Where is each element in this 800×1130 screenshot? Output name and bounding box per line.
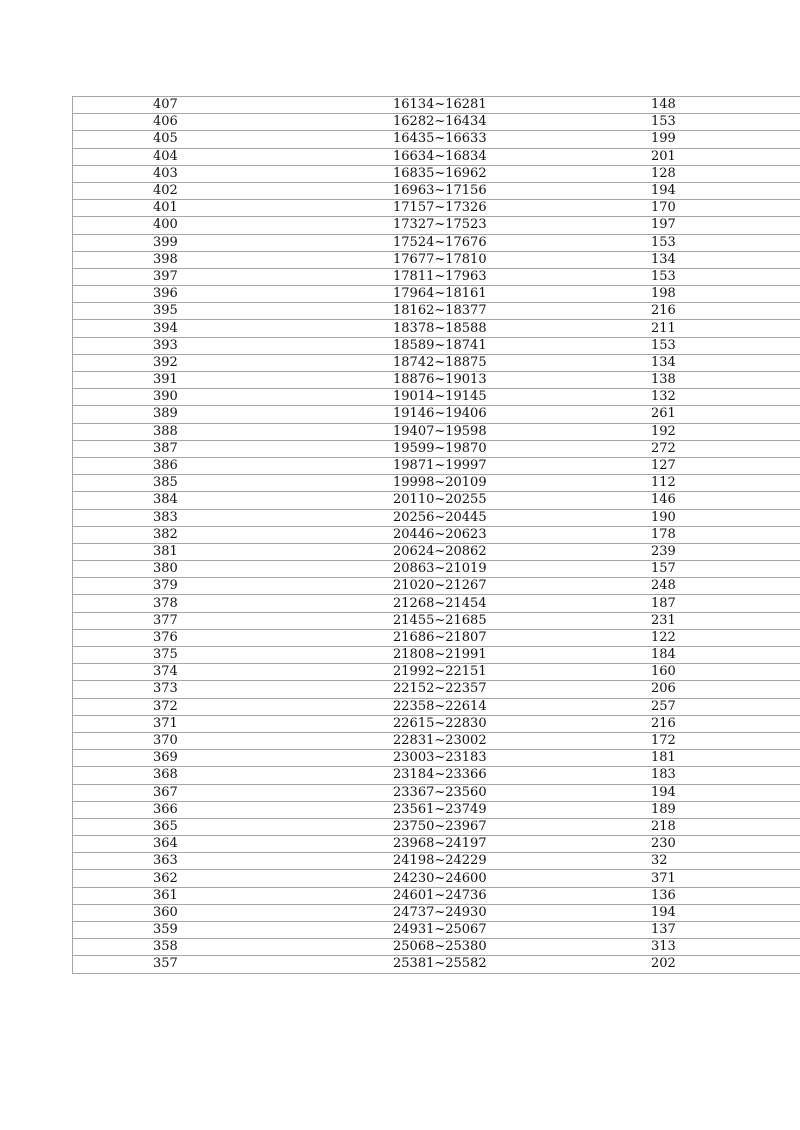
table-row (73, 561, 800, 578)
table-row (73, 767, 800, 784)
table-body (73, 97, 800, 974)
table-row (73, 904, 800, 921)
table-row (73, 389, 800, 406)
count-cell: 183 (594, 767, 800, 784)
count-cell: 239 (594, 543, 800, 560)
rank-range-cell: 17811~17963 (334, 268, 594, 285)
table-row (73, 234, 800, 251)
rank-range-cell: 19407~19598 (334, 423, 594, 440)
score-cell: 405 (73, 131, 334, 148)
count-cell: 201 (594, 148, 800, 165)
rank-range-cell: 16835~16962 (334, 165, 594, 182)
score-cell: 383 (73, 509, 334, 526)
score-cell: 379 (73, 578, 334, 595)
rank-range-cell: 16134~16281 (334, 97, 594, 114)
table-row (73, 475, 800, 492)
count-cell: 153 (594, 337, 800, 354)
score-cell: 406 (73, 114, 334, 131)
table-row (73, 887, 800, 904)
table-row (73, 629, 800, 646)
table-row (73, 337, 800, 354)
rank-range-cell: 23750~23967 (334, 818, 594, 835)
score-cell: 404 (73, 148, 334, 165)
count-cell: 128 (594, 165, 800, 182)
rank-range-cell: 16282~16434 (334, 114, 594, 131)
rank-range-cell: 18162~18377 (334, 303, 594, 320)
table-row (73, 423, 800, 440)
table-row (73, 750, 800, 767)
rank-range-cell: 19871~19997 (334, 457, 594, 474)
count-cell: 313 (594, 939, 800, 956)
score-cell: 374 (73, 664, 334, 681)
table-row (73, 543, 800, 560)
table-row (73, 268, 800, 285)
rank-range-cell: 17327~17523 (334, 217, 594, 234)
count-cell: 136 (594, 887, 800, 904)
count-cell: 216 (594, 715, 800, 732)
table-row (73, 148, 800, 165)
score-rank-table (72, 96, 800, 974)
score-cell: 396 (73, 286, 334, 303)
table-row (73, 526, 800, 543)
count-cell: 146 (594, 492, 800, 509)
count-cell: 257 (594, 698, 800, 715)
rank-range-cell: 24737~24930 (334, 904, 594, 921)
count-cell: 153 (594, 114, 800, 131)
score-cell: 364 (73, 836, 334, 853)
rank-range-cell: 16435~16633 (334, 131, 594, 148)
score-cell: 386 (73, 457, 334, 474)
rank-range-cell: 18742~18875 (334, 354, 594, 371)
table-row (73, 922, 800, 939)
rank-range-cell: 24601~24736 (334, 887, 594, 904)
rank-range-cell: 17524~17676 (334, 234, 594, 251)
table-row (73, 939, 800, 956)
score-cell: 382 (73, 526, 334, 543)
count-cell: 148 (594, 97, 800, 114)
count-cell: 112 (594, 475, 800, 492)
rank-range-cell: 21808~21991 (334, 647, 594, 664)
rank-range-cell: 23561~23749 (334, 801, 594, 818)
count-cell: 192 (594, 423, 800, 440)
count-cell: 134 (594, 251, 800, 268)
rank-range-cell: 23003~23183 (334, 750, 594, 767)
count-cell: 231 (594, 612, 800, 629)
count-cell: 218 (594, 818, 800, 835)
table-row (73, 217, 800, 234)
count-cell: 198 (594, 286, 800, 303)
table-row (73, 818, 800, 835)
rank-range-cell: 20863~21019 (334, 561, 594, 578)
score-cell: 359 (73, 922, 334, 939)
score-cell: 388 (73, 423, 334, 440)
table-row (73, 286, 800, 303)
count-cell: 160 (594, 664, 800, 681)
score-cell: 389 (73, 406, 334, 423)
score-cell: 373 (73, 681, 334, 698)
rank-range-cell: 18378~18588 (334, 320, 594, 337)
rank-range-cell: 18876~19013 (334, 372, 594, 389)
score-cell: 385 (73, 475, 334, 492)
table-row (73, 97, 800, 114)
score-cell: 381 (73, 543, 334, 560)
rank-range-cell: 24198~24229 (334, 853, 594, 870)
count-cell: 157 (594, 561, 800, 578)
table-row (73, 303, 800, 320)
table-row (73, 956, 800, 973)
rank-range-cell: 25381~25582 (334, 956, 594, 973)
count-cell: 272 (594, 440, 800, 457)
score-cell: 380 (73, 561, 334, 578)
score-cell: 398 (73, 251, 334, 268)
table-row (73, 251, 800, 268)
score-cell: 361 (73, 887, 334, 904)
table-row (73, 836, 800, 853)
table-row (73, 681, 800, 698)
count-cell: 216 (594, 303, 800, 320)
table-row (73, 440, 800, 457)
score-cell: 366 (73, 801, 334, 818)
count-cell: 32 (594, 853, 800, 870)
score-cell: 394 (73, 320, 334, 337)
table-row (73, 578, 800, 595)
rank-range-cell: 22615~22830 (334, 715, 594, 732)
rank-range-cell: 22358~22614 (334, 698, 594, 715)
rank-range-cell: 21686~21807 (334, 629, 594, 646)
rank-range-cell: 22152~22357 (334, 681, 594, 698)
count-cell: 153 (594, 234, 800, 251)
count-cell: 194 (594, 784, 800, 801)
rank-range-cell: 19014~19145 (334, 389, 594, 406)
count-cell: 206 (594, 681, 800, 698)
score-cell: 370 (73, 732, 334, 749)
count-cell: 190 (594, 509, 800, 526)
count-cell: 194 (594, 182, 800, 199)
rank-range-cell: 20624~20862 (334, 543, 594, 560)
rank-range-cell: 20110~20255 (334, 492, 594, 509)
count-cell: 261 (594, 406, 800, 423)
table-row (73, 200, 800, 217)
score-cell: 368 (73, 767, 334, 784)
score-cell: 397 (73, 268, 334, 285)
table-row (73, 406, 800, 423)
count-cell: 202 (594, 956, 800, 973)
table-row (73, 165, 800, 182)
count-cell: 122 (594, 629, 800, 646)
score-cell: 376 (73, 629, 334, 646)
count-cell: 211 (594, 320, 800, 337)
score-cell: 402 (73, 182, 334, 199)
score-cell: 395 (73, 303, 334, 320)
score-cell: 400 (73, 217, 334, 234)
table-row (73, 492, 800, 509)
count-cell: 189 (594, 801, 800, 818)
rank-range-cell: 25068~25380 (334, 939, 594, 956)
count-cell: 187 (594, 595, 800, 612)
count-cell: 134 (594, 354, 800, 371)
table-row (73, 853, 800, 870)
count-cell: 138 (594, 372, 800, 389)
count-cell: 184 (594, 647, 800, 664)
table-row (73, 870, 800, 887)
rank-range-cell: 18589~18741 (334, 337, 594, 354)
score-cell: 362 (73, 870, 334, 887)
rank-range-cell: 17964~18161 (334, 286, 594, 303)
count-cell: 248 (594, 578, 800, 595)
score-cell: 360 (73, 904, 334, 921)
count-cell: 230 (594, 836, 800, 853)
score-cell: 372 (73, 698, 334, 715)
table-row (73, 595, 800, 612)
table-row (73, 612, 800, 629)
table-row (73, 131, 800, 148)
table-row (73, 354, 800, 371)
score-cell: 387 (73, 440, 334, 457)
score-cell: 371 (73, 715, 334, 732)
table-row (73, 372, 800, 389)
rank-range-cell: 17157~17326 (334, 200, 594, 217)
table-row (73, 647, 800, 664)
rank-range-cell: 16634~16834 (334, 148, 594, 165)
score-cell: 407 (73, 97, 334, 114)
table-row (73, 457, 800, 474)
rank-range-cell: 21992~22151 (334, 664, 594, 681)
score-cell: 392 (73, 354, 334, 371)
rank-range-cell: 17677~17810 (334, 251, 594, 268)
table-row (73, 182, 800, 199)
score-cell: 393 (73, 337, 334, 354)
rank-range-cell: 24230~24600 (334, 870, 594, 887)
rank-range-cell: 20256~20445 (334, 509, 594, 526)
score-cell: 384 (73, 492, 334, 509)
rank-range-cell: 16963~17156 (334, 182, 594, 199)
table-row (73, 664, 800, 681)
table-row (73, 320, 800, 337)
rank-range-cell: 19998~20109 (334, 475, 594, 492)
count-cell: 132 (594, 389, 800, 406)
rank-range-cell: 22831~23002 (334, 732, 594, 749)
score-cell: 391 (73, 372, 334, 389)
rank-range-cell: 19146~19406 (334, 406, 594, 423)
count-cell: 153 (594, 268, 800, 285)
count-cell: 194 (594, 904, 800, 921)
table-row (73, 715, 800, 732)
table-row (73, 509, 800, 526)
score-cell: 365 (73, 818, 334, 835)
count-cell: 172 (594, 732, 800, 749)
score-cell: 401 (73, 200, 334, 217)
score-cell: 369 (73, 750, 334, 767)
rank-range-cell: 23184~23366 (334, 767, 594, 784)
score-cell: 390 (73, 389, 334, 406)
rank-range-cell: 20446~20623 (334, 526, 594, 543)
rank-range-cell: 19599~19870 (334, 440, 594, 457)
table-row (73, 698, 800, 715)
score-cell: 357 (73, 956, 334, 973)
rank-range-cell: 23367~23560 (334, 784, 594, 801)
score-cell: 378 (73, 595, 334, 612)
table-row (73, 784, 800, 801)
score-cell: 399 (73, 234, 334, 251)
count-cell: 199 (594, 131, 800, 148)
count-cell: 127 (594, 457, 800, 474)
score-cell: 377 (73, 612, 334, 629)
count-cell: 170 (594, 200, 800, 217)
score-cell: 358 (73, 939, 334, 956)
rank-range-cell: 24931~25067 (334, 922, 594, 939)
count-cell: 371 (594, 870, 800, 887)
rank-range-cell: 21020~21267 (334, 578, 594, 595)
rank-range-cell: 21268~21454 (334, 595, 594, 612)
table-row (73, 801, 800, 818)
score-cell: 375 (73, 647, 334, 664)
score-cell: 363 (73, 853, 334, 870)
count-cell: 178 (594, 526, 800, 543)
table-row (73, 732, 800, 749)
count-cell: 137 (594, 922, 800, 939)
count-cell: 197 (594, 217, 800, 234)
rank-range-cell: 23968~24197 (334, 836, 594, 853)
count-cell: 181 (594, 750, 800, 767)
score-cell: 367 (73, 784, 334, 801)
score-cell: 403 (73, 165, 334, 182)
rank-range-cell: 21455~21685 (334, 612, 594, 629)
table-row (73, 114, 800, 131)
